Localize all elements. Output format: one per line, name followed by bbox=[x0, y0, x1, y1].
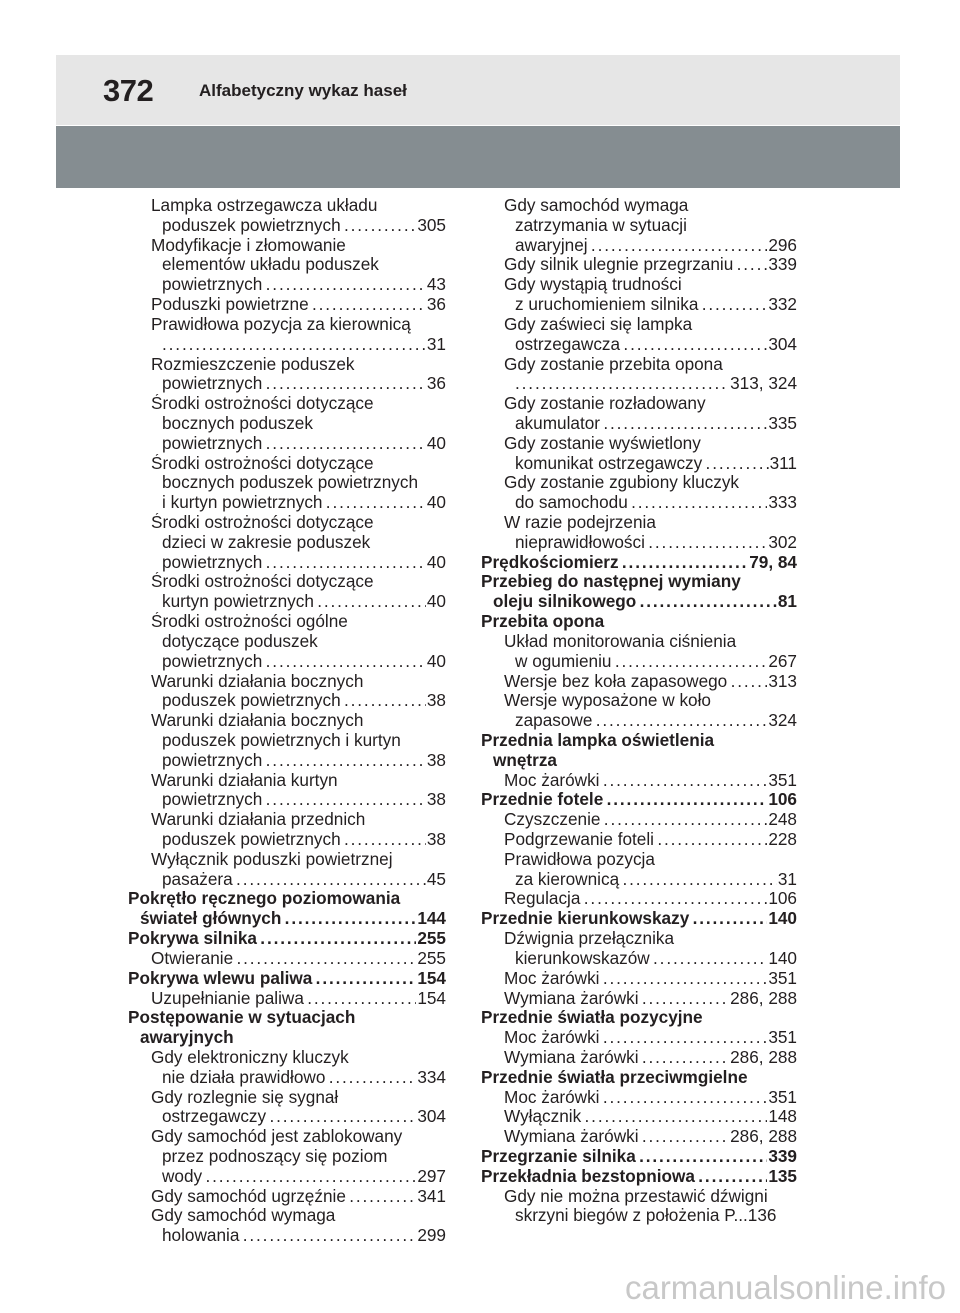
index-entry bbox=[128, 572, 446, 592]
index-entry-text: Wymiana żarówki bbox=[504, 1127, 639, 1147]
index-entry bbox=[128, 1107, 446, 1127]
index-entry bbox=[128, 513, 446, 533]
index-page-number: 38 bbox=[426, 750, 446, 770]
index-entry-text: Podgrzewanie foteli bbox=[504, 830, 655, 849]
index-entry bbox=[128, 1226, 446, 1246]
index-entry-text: Gdy zostanie zgubiony kluczyk bbox=[504, 473, 740, 493]
index-entry-text: Moc żarówki bbox=[504, 1087, 600, 1107]
index-entry bbox=[481, 1187, 797, 1207]
index-page-number: 267 bbox=[768, 651, 797, 671]
index-entry bbox=[128, 394, 446, 414]
index-entry-text: elementów układu poduszek bbox=[162, 255, 379, 275]
index-entry-text: poduszek powietrznych bbox=[162, 215, 341, 235]
index-entry-heading bbox=[128, 1008, 446, 1028]
index-entry bbox=[128, 553, 446, 573]
index-page-number: 135 bbox=[768, 1166, 797, 1186]
index-entry bbox=[481, 1127, 797, 1147]
index-page-number: 304 bbox=[768, 334, 797, 354]
index-entry-heading bbox=[481, 1008, 797, 1028]
index-entry-text: Środki ostrożności ogólne bbox=[151, 612, 348, 632]
index-entry bbox=[481, 969, 797, 989]
index-entry-text: i kurtyn powietrznych bbox=[162, 493, 323, 513]
index-entry-text: Układ monitorowania ciśnienia bbox=[504, 631, 737, 651]
index-entry-text: Uzupełnianie paliwa bbox=[151, 988, 304, 1008]
index-entry bbox=[481, 315, 797, 335]
index-page-number: 154 bbox=[417, 968, 446, 988]
index-entry-heading bbox=[481, 1147, 797, 1167]
index-entry-text: Gdy wystąpią trudności bbox=[504, 275, 682, 295]
index-entry bbox=[128, 790, 446, 810]
index-page-number: 351 bbox=[768, 1028, 797, 1048]
index-entry-text: ostrzegawcza bbox=[515, 334, 621, 354]
index-entry-text: Gdy rozlegnie się sygnał bbox=[151, 1087, 339, 1107]
index-page-number: 144 bbox=[417, 909, 446, 929]
index-entry bbox=[481, 275, 797, 295]
index-page-number: 313, 324 bbox=[730, 374, 797, 394]
index-entry bbox=[128, 1127, 446, 1147]
index-page-number: 38 bbox=[426, 691, 446, 711]
index-entry bbox=[128, 592, 446, 612]
index-entry bbox=[128, 612, 446, 632]
index-entry-text: powietrznych bbox=[162, 433, 263, 453]
index-page-number: 38 bbox=[426, 790, 446, 810]
index-entry-text: zapasowe bbox=[515, 711, 593, 731]
section-band bbox=[56, 126, 900, 188]
index-entry-heading bbox=[481, 909, 797, 929]
index-entry bbox=[128, 414, 446, 434]
index-entry-text: Gdy zostanie wyświetlony bbox=[504, 433, 701, 453]
index-page-number: 334 bbox=[417, 1067, 446, 1087]
index-entry bbox=[128, 335, 446, 355]
index-entry bbox=[481, 295, 797, 315]
index-page-number: 228 bbox=[768, 830, 797, 849]
index-entry-heading bbox=[481, 790, 797, 810]
index-entry bbox=[128, 1147, 446, 1167]
index-entry-text: kurtyn powietrznych bbox=[162, 592, 314, 612]
index-entry bbox=[481, 1206, 797, 1226]
index-entry-text: Modyfikacje i złomowanie bbox=[151, 235, 346, 255]
index-entry-text: Gdy zaświeci się lampka bbox=[504, 314, 693, 334]
index-page-number: 140 bbox=[768, 909, 797, 929]
index-entry-text: powietrznych bbox=[162, 552, 263, 572]
index-entry-text: Gdy zostanie przebita opona bbox=[504, 354, 723, 374]
index-entry-heading bbox=[481, 572, 797, 592]
index-entry-text: za kierownicą bbox=[515, 869, 620, 889]
index-page-number: 43 bbox=[426, 275, 446, 295]
index-page-number: 36 bbox=[426, 295, 446, 315]
index-entry-text: Przednie światła pozycyjne bbox=[481, 1008, 703, 1028]
page-number: 372 bbox=[103, 73, 154, 108]
index-page-number: 286, 288 bbox=[730, 988, 797, 1008]
index-entry-text: bocznych poduszek bbox=[162, 413, 313, 433]
index-entry-text: poduszek powietrznych bbox=[162, 691, 341, 711]
index-page-number: 313 bbox=[768, 671, 797, 691]
index-entry bbox=[481, 850, 797, 870]
index-entry-text: Warunki działania kurtyn bbox=[151, 770, 338, 790]
index-entry bbox=[481, 1028, 797, 1048]
index-page-number: 106 bbox=[768, 889, 797, 909]
index-entry-text: z uruchomieniem silnika bbox=[515, 295, 699, 315]
index-entry-text: Gdy zostanie rozładowany bbox=[504, 394, 706, 414]
index-entry-text: Gdy samochód wymaga bbox=[151, 1206, 336, 1226]
index-entry-text: Przebieg do następnej wymiany bbox=[481, 572, 741, 592]
index-entry-text: awaryjnych bbox=[140, 1028, 234, 1048]
index-entry bbox=[481, 335, 797, 355]
index-entry bbox=[128, 652, 446, 672]
index-entry bbox=[128, 672, 446, 692]
index-page-number: 297 bbox=[417, 1166, 446, 1186]
index-entry-text: ostrzegawczy bbox=[162, 1107, 267, 1127]
index-entry-text: Przebita opona bbox=[481, 612, 605, 632]
index-entry bbox=[481, 1107, 797, 1127]
index-entry bbox=[128, 275, 446, 295]
index-page-number: 332 bbox=[768, 295, 797, 315]
index-entry bbox=[128, 1068, 446, 1088]
index-page-number: 31 bbox=[777, 869, 797, 889]
index-entry-text: do samochodu bbox=[515, 493, 628, 513]
index-entry bbox=[128, 751, 446, 771]
index-entry bbox=[481, 929, 797, 949]
index-page-number: 154 bbox=[417, 988, 446, 1008]
index-entry bbox=[128, 850, 446, 870]
index-page-number: 302 bbox=[768, 532, 797, 552]
index-entry-text: Prawidłowa pozycja za kierownicą bbox=[151, 314, 411, 334]
index-entry bbox=[128, 1187, 446, 1207]
index-entry-heading bbox=[481, 751, 797, 771]
index-entry-text: Czyszczenie bbox=[504, 810, 601, 830]
index-entry-text: Gdy silnik ulegnie przegrzaniu bbox=[504, 255, 734, 275]
index-entry-text: Przednie światła przeciwmgielne bbox=[481, 1067, 748, 1087]
index-entry bbox=[128, 771, 446, 791]
index-entry bbox=[128, 949, 446, 969]
index-page-number: 40 bbox=[426, 552, 446, 572]
index-entry-text: Wyłącznik bbox=[504, 1107, 582, 1127]
index-entry-text: powietrznych bbox=[162, 651, 263, 671]
index-entry-heading bbox=[481, 553, 797, 573]
index-page-number: 148 bbox=[768, 1107, 797, 1127]
index-entry-text: Pokrętło ręcznego poziomowania bbox=[128, 889, 401, 909]
index-entry bbox=[128, 1088, 446, 1108]
index-entry-text: przez podnoszący się poziom bbox=[162, 1147, 388, 1166]
index-column-right bbox=[481, 196, 797, 1226]
index-entry bbox=[128, 830, 446, 850]
index-entry bbox=[481, 1048, 797, 1068]
index-column-left bbox=[128, 196, 446, 1246]
index-entry-heading bbox=[128, 889, 446, 909]
index-entry-text: Pokrywa wlewu paliwa bbox=[128, 968, 313, 988]
index-page-number: 335 bbox=[768, 413, 797, 433]
index-entry bbox=[481, 830, 797, 850]
index-entry-heading bbox=[128, 1028, 446, 1048]
index-entry-text: Poduszki powietrzne bbox=[151, 295, 309, 315]
index-entry bbox=[481, 216, 797, 236]
index-page-number: 79, 84 bbox=[749, 552, 797, 572]
index-entry bbox=[128, 434, 446, 454]
index-entry-text: świateł głównych bbox=[140, 909, 282, 929]
index-entry-heading bbox=[481, 612, 797, 632]
index-entry bbox=[128, 236, 446, 256]
index-entry-heading bbox=[481, 1167, 797, 1187]
index-entry bbox=[481, 949, 797, 969]
index-page-number: 296 bbox=[768, 235, 797, 255]
index-entry bbox=[128, 374, 446, 394]
index-entry-heading bbox=[128, 969, 446, 989]
index-entry-text: Wersje bez koła zapasowego bbox=[504, 671, 728, 691]
index-page-number: 339 bbox=[768, 1147, 797, 1166]
index-entry bbox=[481, 236, 797, 256]
index-entry-text: poduszek powietrznych i kurtyn bbox=[162, 730, 401, 750]
index-entry bbox=[481, 1088, 797, 1108]
index-entry-text: Wymiana żarówki bbox=[504, 988, 639, 1008]
index-entry bbox=[481, 672, 797, 692]
index-entry bbox=[481, 473, 797, 493]
index-entry-text: Gdy elektroniczny kluczyk bbox=[151, 1047, 349, 1067]
index-entry-text: Środki ostrożności dotyczące bbox=[151, 572, 374, 592]
index-entry bbox=[481, 414, 797, 434]
index-entry bbox=[128, 870, 446, 890]
index-entry-text: Przednie fotele bbox=[481, 790, 604, 810]
index-entry bbox=[481, 355, 797, 375]
index-entry-text: Dźwignia przełącznika bbox=[504, 929, 675, 949]
index-entry-text: dzieci w zakresie poduszek bbox=[162, 532, 371, 552]
index-entry-text: Warunki działania bocznych bbox=[151, 671, 364, 691]
index-entry-text: Pokrywa silnika bbox=[128, 929, 257, 949]
index-entry-text: Warunki działania bocznych bbox=[151, 711, 364, 731]
index-page-number: 341 bbox=[417, 1186, 446, 1206]
index-page-number: 106 bbox=[768, 790, 797, 810]
index-entry-text: Otwieranie bbox=[151, 948, 234, 968]
index-entry-text: awaryjnej bbox=[515, 235, 588, 255]
index-entry bbox=[128, 454, 446, 474]
index-entry bbox=[128, 1167, 446, 1187]
index-entry-text: Postępowanie w sytuacjach bbox=[128, 1008, 356, 1028]
index-entry-text: dotyczące poduszek bbox=[162, 631, 318, 651]
index-entry-heading bbox=[481, 731, 797, 751]
index-entry bbox=[128, 711, 446, 731]
index-entry-text: kierunkowskazów bbox=[515, 948, 650, 968]
index-entry bbox=[128, 731, 446, 751]
index-entry bbox=[128, 216, 446, 236]
index-entry bbox=[128, 493, 446, 513]
index-entry-text: Warunki działania przednich bbox=[151, 810, 366, 830]
index-page-number: 40 bbox=[426, 592, 446, 612]
watermark: carmanualsonline.info bbox=[624, 1269, 946, 1306]
index-entry bbox=[128, 989, 446, 1009]
index-entry-text: Gdy samochód wymaga bbox=[504, 196, 689, 215]
index-entry-text: Lampka ostrzegawcza układu bbox=[151, 196, 378, 215]
index-entry-text: Gdy nie można przestawić dźwigni bbox=[504, 1186, 768, 1206]
index-entry-text: Gdy samochód jest zablokowany bbox=[151, 1127, 403, 1147]
index-entry-text: W razie podejrzenia bbox=[504, 513, 656, 532]
index-entry-text: Przednie kierunkowskazy bbox=[481, 909, 690, 929]
index-entry-text: Wersje wyposażone w koło bbox=[504, 691, 711, 711]
index-entry-text: poduszek powietrznych bbox=[162, 830, 341, 849]
index-entry bbox=[481, 632, 797, 652]
index-entry bbox=[128, 255, 446, 275]
index-page-number: 255 bbox=[417, 948, 446, 968]
index-entry bbox=[481, 711, 797, 731]
index-entry-text: skrzyni biegów z położenia P...136 bbox=[515, 1206, 777, 1226]
index-page-number: 248 bbox=[768, 810, 797, 830]
index-entry bbox=[481, 810, 797, 830]
index-page-number: 351 bbox=[768, 968, 797, 988]
index-entry bbox=[128, 1048, 446, 1068]
index-entry bbox=[128, 1206, 446, 1226]
index-page-number: 351 bbox=[768, 770, 797, 790]
index-entry-heading bbox=[481, 592, 797, 612]
index-entry bbox=[481, 394, 797, 414]
index-page-number: 40 bbox=[426, 433, 446, 453]
index-page-number: 304 bbox=[417, 1107, 446, 1127]
index-entry-text: komunikat ostrzegawczy bbox=[515, 453, 703, 473]
index-entry-text: Wyłącznik poduszki powietrznej bbox=[151, 849, 393, 869]
index-entry-text: zatrzymania w sytuacji bbox=[515, 215, 687, 235]
index-page-number: 339 bbox=[768, 255, 797, 275]
index-page-number: 299 bbox=[417, 1226, 446, 1246]
index-entry-text: wnętrza bbox=[493, 750, 557, 770]
index-entry bbox=[128, 473, 446, 493]
index-entry-text: Prędkościomierz bbox=[481, 552, 619, 572]
index-entry-text: oleju silnikowego bbox=[493, 592, 637, 612]
index-entry bbox=[128, 355, 446, 375]
index-entry-text: Przednia lampka oświetlenia bbox=[481, 730, 715, 750]
index-entry bbox=[481, 533, 797, 553]
index-page-number: 140 bbox=[768, 948, 797, 968]
index-entry-text: Środki ostrożności dotyczące bbox=[151, 394, 374, 414]
index-page-number: 45 bbox=[426, 869, 446, 889]
index-entry bbox=[128, 533, 446, 553]
index-page-number: 333 bbox=[768, 493, 797, 513]
index-entry bbox=[481, 196, 797, 216]
index-entry bbox=[128, 196, 446, 216]
index-entry-text: Prawidłowa pozycja bbox=[504, 849, 655, 869]
index-entry-text: nie działa prawidłowo bbox=[162, 1067, 326, 1087]
index-entry-text: Przekładnia bezstopniowa bbox=[481, 1166, 695, 1186]
index-entry-text: Przegrzanie silnika bbox=[481, 1147, 636, 1166]
index-entry-text: bocznych poduszek powietrznych bbox=[162, 473, 419, 493]
index-entry-text: Gdy samochód ugrzęźnie bbox=[151, 1186, 346, 1206]
index-entry bbox=[128, 295, 446, 315]
index-entry bbox=[481, 454, 797, 474]
index-entry bbox=[481, 493, 797, 513]
index-entry bbox=[128, 632, 446, 652]
index-entry-text: Środki ostrożności dotyczące bbox=[151, 453, 374, 473]
index-entry-text: Regulacja bbox=[504, 889, 581, 909]
index-page-number: 351 bbox=[768, 1087, 797, 1107]
index-entry-text: powietrznych bbox=[162, 750, 263, 770]
index-entry-text: Moc żarówki bbox=[504, 770, 600, 790]
index-entry bbox=[481, 771, 797, 791]
index-entry-text: Moc żarówki bbox=[504, 1028, 600, 1048]
index-entry bbox=[481, 374, 797, 394]
index-entry-text: powietrznych bbox=[162, 374, 263, 394]
index-entry-text: nieprawidłowości bbox=[515, 532, 645, 552]
index-entry-text: Środki ostrożności dotyczące bbox=[151, 513, 374, 532]
index-entry-heading bbox=[128, 909, 446, 929]
index-page-number: 40 bbox=[426, 651, 446, 671]
index-entry bbox=[128, 691, 446, 711]
index-page-number: 255 bbox=[417, 929, 446, 949]
index-entry bbox=[481, 989, 797, 1009]
index-page-number: 36 bbox=[426, 374, 446, 394]
index-page-number: 38 bbox=[426, 830, 446, 849]
index-entry bbox=[481, 434, 797, 454]
index-page-number: 31 bbox=[426, 334, 446, 354]
index-entry bbox=[128, 315, 446, 335]
index-page-number: 324 bbox=[768, 711, 797, 731]
index-entry bbox=[128, 810, 446, 830]
index-entry bbox=[481, 513, 797, 533]
index-entry-text: Wymiana żarówki bbox=[504, 1047, 639, 1067]
index-entry-text: Rozmieszczenie poduszek bbox=[151, 354, 355, 374]
index-entry-heading bbox=[481, 1068, 797, 1088]
header-band bbox=[56, 55, 900, 125]
index-entry-text: w ogumieniu bbox=[515, 651, 612, 671]
index-entry bbox=[481, 255, 797, 275]
page-title: Alfabetyczny wykaz haseł bbox=[199, 81, 407, 100]
index-entry-text: Moc żarówki bbox=[504, 968, 600, 988]
index-page-number: 40 bbox=[426, 493, 446, 513]
index-page-number: 311 bbox=[769, 453, 797, 473]
index-entry-text: pasażera bbox=[162, 869, 233, 889]
index-entry-text: akumulator bbox=[515, 413, 601, 433]
index-page-number: 305 bbox=[417, 215, 446, 235]
index-page-number: 81 bbox=[777, 592, 797, 612]
index-entry bbox=[481, 652, 797, 672]
index-page-number: 286, 288 bbox=[730, 1127, 797, 1147]
index-entry bbox=[481, 870, 797, 890]
index-entry-text: powietrznych bbox=[162, 275, 263, 295]
index-entry-heading bbox=[128, 929, 446, 949]
index-entry-text: wody bbox=[162, 1166, 203, 1186]
index-page-number: 286, 288 bbox=[730, 1047, 797, 1067]
index-entry-text: powietrznych bbox=[162, 790, 263, 810]
index-entry bbox=[481, 691, 797, 711]
index-entry bbox=[481, 889, 797, 909]
index-entry-text: holowania bbox=[162, 1226, 240, 1246]
